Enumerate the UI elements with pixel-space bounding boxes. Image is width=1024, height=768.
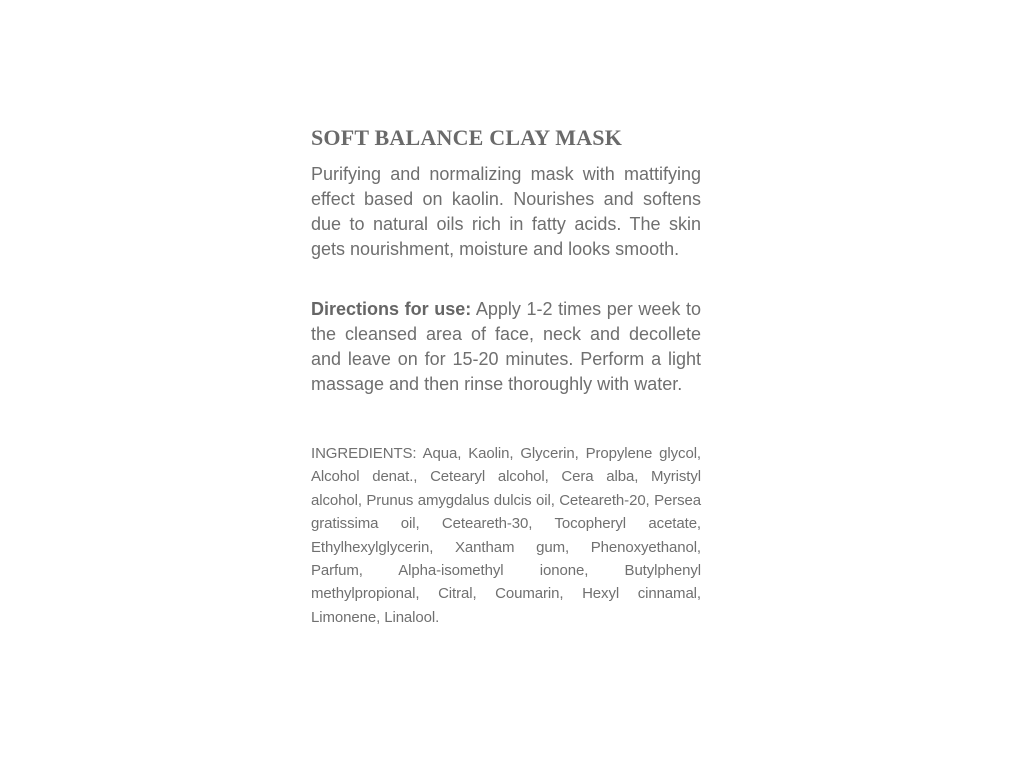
directions-text: Apply 1-2 times per week to the cleansed area of face, neck and decollete and leave on for 15-20 minutes. Perform a light massage and then rinse thoroughly with water. [311,299,702,394]
directions-for-use [311,297,701,397]
product-title: SOFT BALANCE CLAY MASK [311,125,623,150]
ingredients-list: INGREDIENTS: Aqua, Kaolin, Glycerin, Propylene glycol, Alcohol denat., Cetearyl alcohol, Cera alba, Myristyl alcohol, Prunus amygdalus dulcis oil, Ceteareth-20, Persea gratissima oil, Ceteareth-30, Tocopheryl acetate, Ethylhexylglycerin, Xantham gum, Phenoxyethanol, Parfum, Alpha-isomethyl ionone, Butylphenyl methylpropional, Citral, Coumarin, Hexyl cinnamal, Limonene, Linalool. [311,445,701,626]
product-info [311,124,701,644]
directions-label: Directions for use: [311,299,472,319]
product-description: Purifying and normalizing mask with mattifying effect based on kaolin. Nourishes and softens due to natural oils rich in fatty acids. The skin gets nourishment, moisture and looks smooth. [311,164,701,259]
